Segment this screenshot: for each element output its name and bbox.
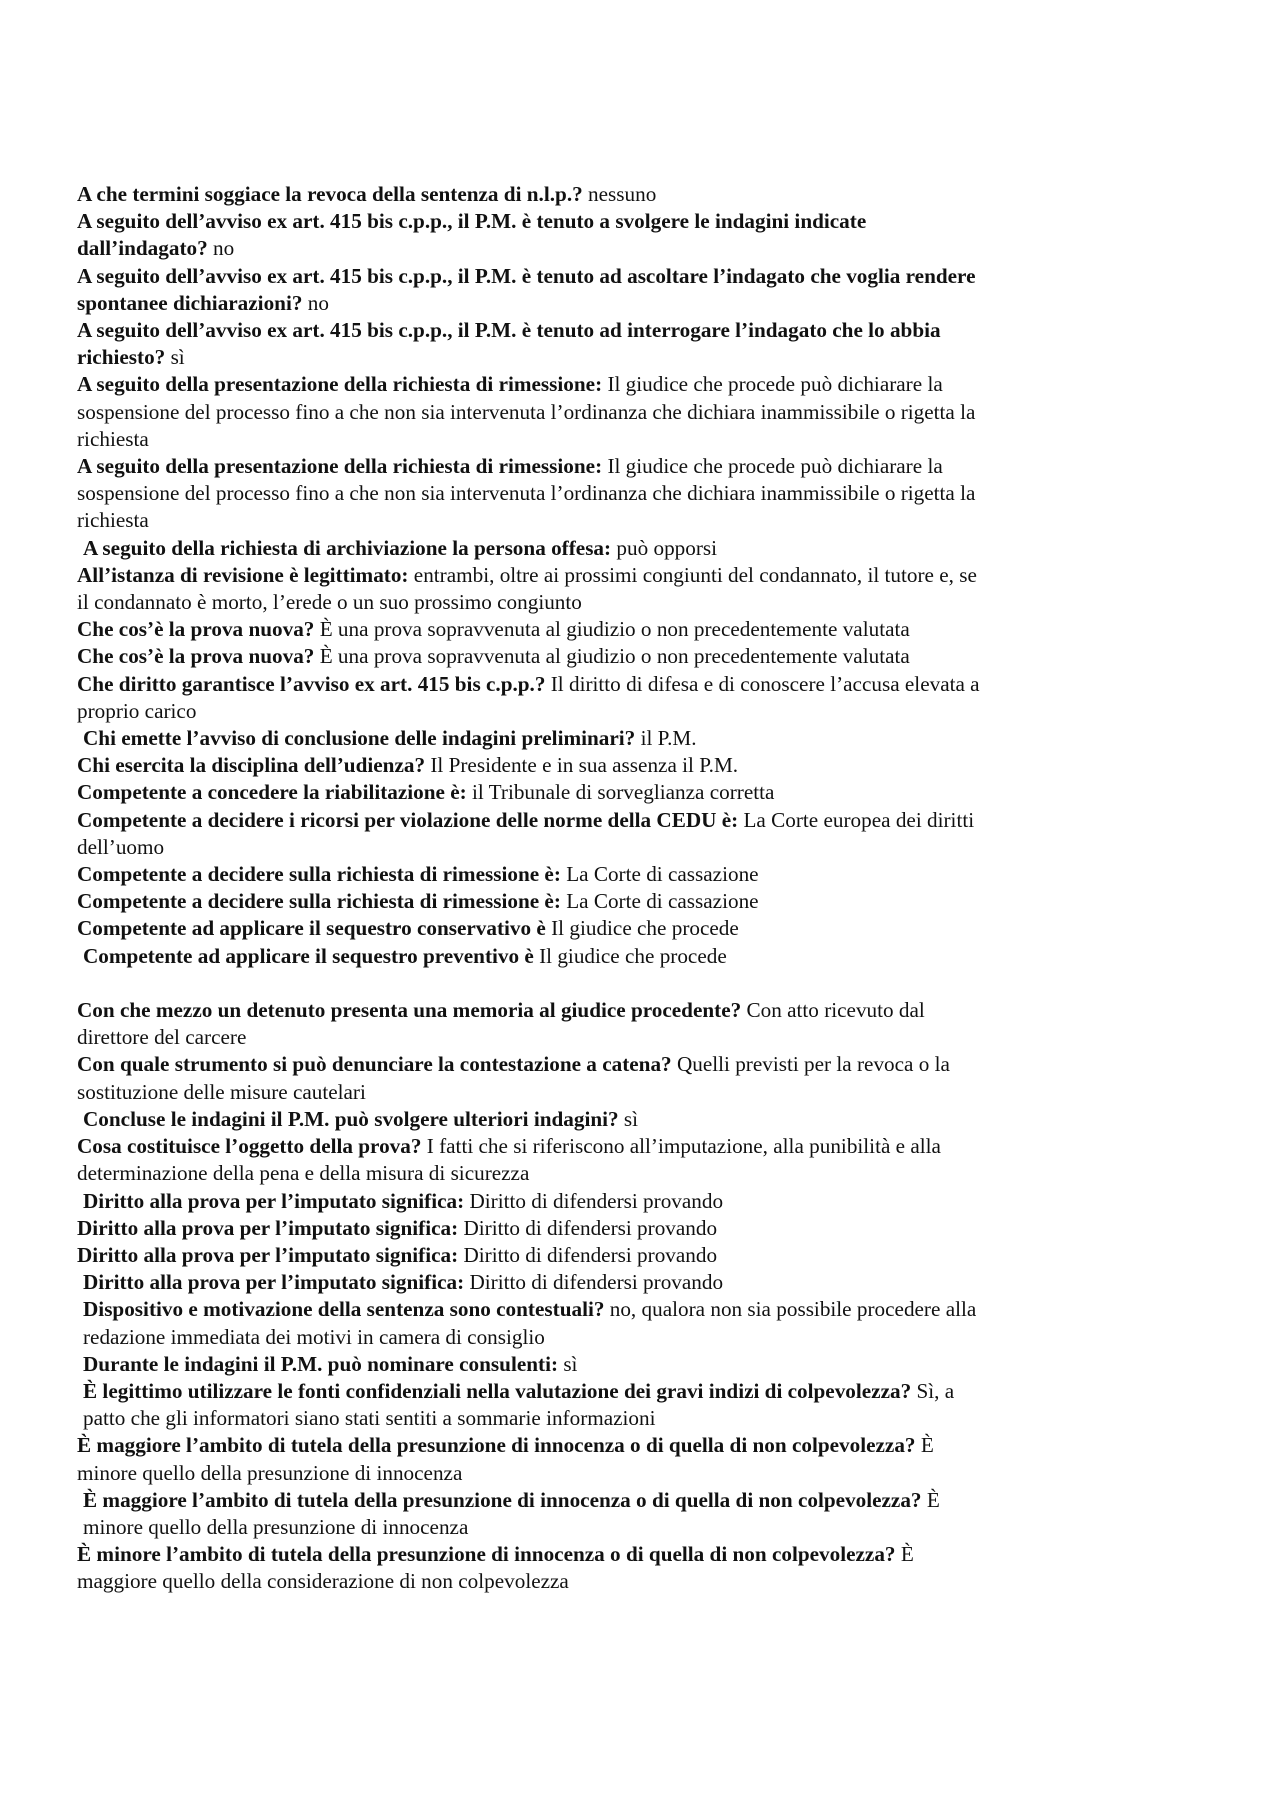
qa-entry [77, 535, 992, 562]
answer-text: È una prova sopravvenuta al giudizio o non precedentemente valutata [319, 644, 910, 669]
qa-entry [77, 643, 992, 670]
answer-text: È minore quello della presunzione di innocenza [83, 1487, 940, 1539]
question-text: È minore l’ambito di tutela della presunzione di innocenza o di quella di non colpevolezza? [77, 1542, 896, 1567]
question-text: Chi emette l’avviso di conclusione delle indagini preliminari? [83, 726, 636, 751]
question-text: Competente a decidere sulla richiesta di rimessione è: [77, 889, 561, 914]
qa-entry [77, 1188, 992, 1215]
qa-entry [77, 371, 992, 453]
qa-entry [77, 725, 992, 752]
answer-text: Diritto di difendersi provando [469, 1270, 724, 1295]
qa-entry [77, 997, 992, 1051]
qa-entry [77, 263, 992, 317]
question-text: A seguito dell’avviso ex art. 415 bis c.p.p., il P.M. è tenuto ad ascoltare l’indagato che voglia rendere spontanee dichiarazioni? [77, 263, 976, 315]
question-text: A che termini soggiace la revoca della sentenza di n.l.p.? [77, 182, 583, 206]
qa-entry [77, 1133, 992, 1187]
qa-entry [77, 779, 992, 806]
document-page [77, 181, 992, 1596]
answer-text: La Corte di cassazione [566, 889, 759, 914]
qa-entry [77, 752, 992, 779]
answer-text: sì [563, 1351, 578, 1376]
answer-text: no, qualora non sia possibile procedere alla redazione immediata dei motivi in camera di consiglio [83, 1297, 977, 1349]
answer-text: entrambi, oltre ai prossimi congiunti del condannato, il tutore e, se il condannato è morto, l’erede o un suo prossimo congiunto [77, 562, 977, 615]
question-text: Diritto alla prova per l’imputato significa: [83, 1188, 465, 1213]
question-text: Con quale strumento si può denunciare la contestazione a catena? [77, 1052, 672, 1077]
answer-text: sì [170, 345, 185, 370]
qa-entry [77, 1541, 992, 1595]
question-text: A seguito della presentazione della richiesta di rimessione: [77, 454, 603, 479]
question-text: A seguito dell’avviso ex art. 415 bis c.p.p., il P.M. è tenuto ad interrogare l’indagato che lo abbia richiesto? [77, 318, 941, 370]
question-text: Diritto alla prova per l’imputato significa: [83, 1270, 465, 1295]
answer-text: Il giudice che procede può dichiarare la sospensione del processo fino a che non sia intervenuta l’ordinanza che dichiara inammissibile o rigetta la richiesta [77, 372, 976, 451]
answer-text: può opporsi [616, 535, 718, 560]
qa-entry [77, 807, 992, 861]
qa-list [77, 181, 992, 1596]
qa-entry [77, 453, 992, 535]
qa-entry [77, 1487, 992, 1541]
answer-text: È maggiore quello della considerazione di non colpevolezza [77, 1542, 914, 1594]
qa-entry [77, 1351, 992, 1378]
question-text: Diritto alla prova per l’imputato significa: [77, 1215, 459, 1240]
answer-text: La Corte europea dei diritti dell’uomo [77, 807, 975, 859]
qa-entry [77, 943, 992, 970]
question-text: Che diritto garantisce l’avviso ex art. 415 bis c.p.p.? [77, 671, 546, 696]
qa-entry [77, 1378, 992, 1432]
question-text: Cosa costituisce l’oggetto della prova? [77, 1134, 422, 1159]
qa-entry [77, 861, 992, 888]
answer-text: La Corte di cassazione [566, 862, 759, 887]
answer-text: Il giudice che procede può dichiarare la sospensione del processo fino a che non sia intervenuta l’ordinanza che dichiara inammissibile o rigetta la richiesta [77, 454, 976, 533]
question-text: A seguito della richiesta di archiviazione la persona offesa: [83, 535, 612, 560]
qa-entry [77, 317, 992, 371]
question-text: È maggiore l’ambito di tutela della presunzione di innocenza o di quella di non colpevolezza? [83, 1487, 922, 1512]
answer-text: nessuno [588, 182, 657, 206]
qa-entry [77, 1242, 992, 1269]
answer-text: Il Presidente e in sua assenza il P.M. [430, 753, 739, 778]
question-text: Che cos’è la prova nuova? [77, 617, 315, 642]
qa-entry [77, 1215, 992, 1242]
question-text: Che cos’è la prova nuova? [77, 644, 315, 669]
question-text: Durante le indagini il P.M. può nominare consulenti: [83, 1351, 559, 1376]
question-text: È legittimo utilizzare le fonti confidenziali nella valutazione dei gravi indizi di colpevolezza? [83, 1378, 912, 1403]
answer-text: sì [623, 1106, 639, 1131]
answer-text: no [212, 236, 235, 261]
answer-text: Con atto ricevuto dal direttore del carcere [77, 998, 925, 1050]
question-text: Competente ad applicare il sequestro conservativo è [77, 916, 546, 941]
question-text: Competente ad applicare il sequestro preventivo è [83, 943, 534, 968]
question-text: Diritto alla prova per l’imputato significa: [77, 1242, 459, 1267]
answer-text: È una prova sopravvenuta al giudizio o non precedentemente valutata [319, 617, 910, 642]
question-text: Concluse le indagini il P.M. può svolgere ulteriori indagini? [83, 1106, 619, 1131]
answer-text: I fatti che si riferiscono all’imputazione, alla punibilità e alla determinazione della pena e della misura di sicurezza [77, 1134, 941, 1186]
answer-text: il Tribunale di sorveglianza corretta [472, 780, 775, 805]
question-text: All’istanza di revisione è legittimato: [77, 562, 409, 587]
answer-text: Il diritto di difesa e di conoscere l’accusa elevata a proprio carico [77, 671, 980, 723]
question-text: Competente a decidere i ricorsi per violazione delle norme della CEDU è: [77, 807, 739, 832]
question-text: A seguito della presentazione della richiesta di rimessione: [77, 372, 603, 397]
qa-entry [77, 1432, 992, 1486]
question-text: Competente a decidere sulla richiesta di rimessione è: [77, 862, 561, 887]
answer-text: il P.M. [640, 726, 697, 751]
qa-entry [77, 181, 992, 208]
question-text: Chi esercita la disciplina dell’udienza? [77, 753, 426, 778]
qa-entry [77, 208, 992, 262]
answer-text: Diritto di difendersi provando [469, 1188, 724, 1213]
question-text: Dispositivo e motivazione della sentenza sono contestuali? [83, 1297, 605, 1322]
answer-text: Diritto di difendersi provando [463, 1215, 718, 1240]
answer-text: Il giudice che procede [551, 916, 739, 941]
answer-text: Il giudice che procede [539, 943, 727, 968]
question-text: Competente a concedere la riabilitazione è: [77, 780, 467, 805]
qa-entry [77, 562, 992, 616]
qa-entry [77, 915, 992, 942]
answer-text: Quelli previsti per la revoca o la sostituzione delle misure cautelari [77, 1052, 950, 1104]
qa-entry [77, 616, 992, 643]
answer-text: no [307, 290, 329, 315]
question-text: A seguito dell’avviso ex art. 415 bis c.p.p., il P.M. è tenuto a svolgere le indagini indicate dall’indagato? [77, 209, 867, 261]
qa-entry [77, 1296, 992, 1350]
question-text: È maggiore l’ambito di tutela della presunzione di innocenza o di quella di non colpevolezza? [77, 1433, 916, 1458]
qa-entry [77, 1051, 992, 1105]
qa-entry [77, 888, 992, 915]
blank-line [77, 970, 992, 997]
answer-text: Sì, a patto che gli informatori siano stati sentiti a sommarie informazioni [83, 1378, 955, 1431]
qa-entry [77, 1106, 992, 1133]
answer-text: Diritto di difendersi provando [463, 1242, 718, 1267]
qa-entry [77, 1269, 992, 1296]
answer-text: È minore quello della presunzione di innocenza [77, 1433, 934, 1485]
question-text: Con che mezzo un detenuto presenta una memoria al giudice procedente? [77, 998, 742, 1023]
qa-entry [77, 671, 992, 725]
